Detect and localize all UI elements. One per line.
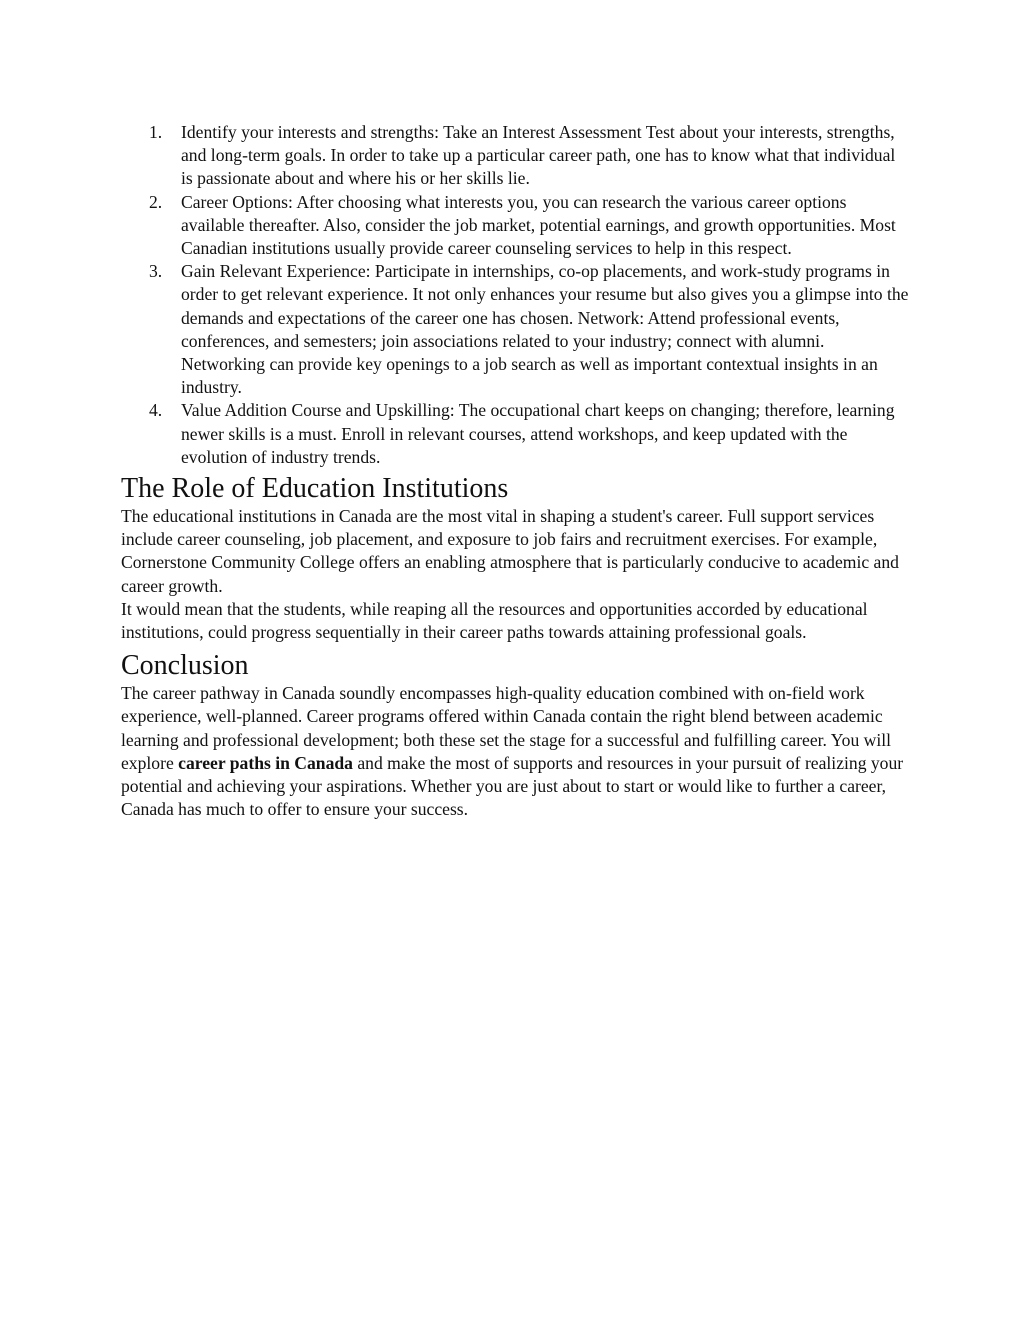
list-item-text: Career Options: After choosing what interests you, you can research the various career options available thereafter. Also, consider the job market, potential earnings, and growth opportunities. Most Canadian institutions usually provide career counseling services to help in this respect. [181,191,896,259]
list-item-text: Identify your interests and strengths: Take an Interest Assessment Test about your interests, strengths, and long-term goals. In order to take up a particular career path, one has to know what that individual is passionate about and where his or her skills lie. [181,122,896,189]
list-item [121,260,911,399]
conclusion-text-end: and make the most of supports and resources in your pursuit of realizing your potential and achieving your aspirations. Whether you are just about to start or would like to further a career, Canada has much to offer to ensure your success. [121,752,904,820]
document-page [121,121,911,821]
conclusion-paragraph [121,682,911,821]
list-item-number: 2. [149,191,163,212]
list-item-number: 4. [149,400,163,421]
paragraph: The educational institutions in Canada are the most vital in shaping a student's career. Full support services include career counseling, job placement, and exposure to job fairs and recruitment exercises. For example, Cornerstone Community College offers an enabling atmosphere that is particularly conducive to academic and career growth. [121,506,899,596]
conclusion-text-start: The career pathway in Canada soundly encompasses high-quality education combined with on-field work experience, well-planned. Career programs offered within Canada contain the right blend between academic learning and professional development; both these set the stage for a successful and fulfilling career. You will explore [121,683,892,773]
list-item-text: Gain Relevant Experience: Participate in internships, co-op placements, and work-study programs in order to get relevant experience. It not only enhances your resume but also gives you a glimpse into the demands and expectations of the career one has chosen. Network: Attend professional events, conferences, and semesters; join associations related to your industry; connect with alumni. Networking can provide key openings to a job search as well as important contextual insights in an industry. [181,261,909,398]
section-heading-conclusion: Conclusion [121,650,249,682]
section-heading-education-institutions: The Role of Education Institutions [121,473,509,505]
list-item-number: 3. [149,261,163,282]
list-item-text: Value Addition Course and Upskilling: The occupational chart keeps on changing; therefore, learning newer skills is a must. Enroll in relevant courses, attend workshops, and keep updated with the evolution of industry trends. [181,400,895,467]
career-paths-link[interactable]: career paths in Canada [178,752,353,773]
paragraph: It would mean that the students, while reaping all the resources and opportunities accorded by educational institutions, could progress sequentially in their career paths towards attaining professional goals. [121,598,868,643]
career-steps-list [121,121,911,469]
list-item [121,191,911,261]
list-item [121,399,911,469]
list-item [121,121,911,191]
list-item-number: 1. [149,122,163,142]
